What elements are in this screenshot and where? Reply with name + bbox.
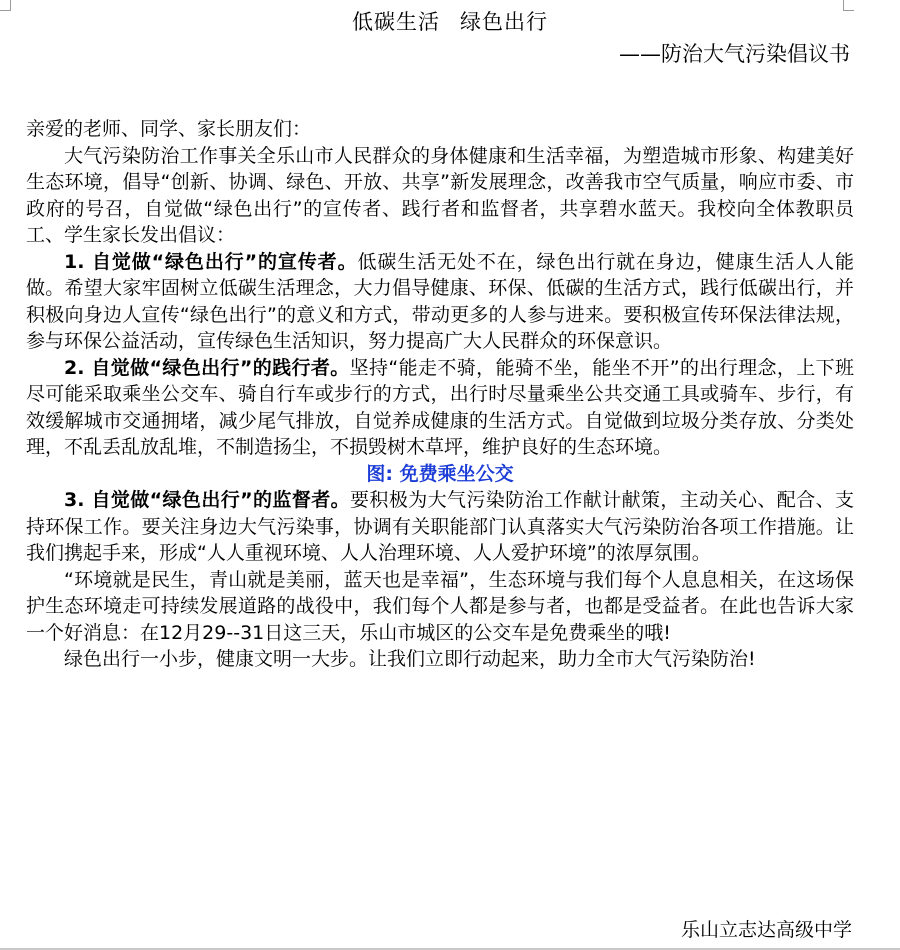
- title-part-right: 绿色出行: [460, 10, 548, 34]
- proposal-heading-1: 1. 自觉做“绿色出行”的宣传者。: [64, 250, 358, 273]
- proposal-text-1: 低碳生活无处不在，绿色出行就在身边，健康生活人人能做。希望大家牢固树立低碳生活理念，大力倡导健康、环保、低碳的生活方式，践行低碳出行，并积极向身边人宣传“绿色出行”的意义和方式，带动更多的人参与进来。要积极宣传环保法律法规，参与环保公益活动，宣传绿色生活知识，努力提高广大人民群众的环保意识。: [26, 250, 854, 352]
- proposal-text-3: 要积极为大气污染防治工作献计献策，主动关心、配合、支持环保工作。要关注身边大气污染事，协调有关职能部门认真落实大气污染防治各项工作措施。让我们携起手来，形成“人人重视环境、人人治理环境、人人爱护环境”的浓厚氛围。: [26, 489, 854, 564]
- document-body: [26, 116, 854, 673]
- proposal-text-2: 坚持“能走不骑，能骑不坐，能坐不开”的出行理念，上下班尽可能采取乘坐公交车、骑自行车或步行的方式，出行时尽量乘坐公共交通工具或骑车、步行，有效缓解城市交通拥堵，减少尾气排放，自觉养成健康的生活方式。自觉做到垃圾分类存放、分类处理，不乱丢乱放乱堆，不制造扬尘，不损毁树木草坪，维护良好的生态环境。: [26, 356, 854, 458]
- figure-caption: 图: 免费乘坐公交: [366, 462, 514, 485]
- proposal-item-2: [26, 355, 854, 461]
- signature: 乐山立志达高级中学: [680, 919, 852, 941]
- closing-paragraph-1: “环境就是民生，青山就是美丽，蓝天也是幸福”，生态环境与我们每个人息息相关，在这场保护生态环境走可持续发展道路的战役中，我们每个人都是参与者，也都是受益者。在此也告诉大家一个好消息：在12月29--31日这三天，乐山市城区的公交车是免费乘坐的哦!: [26, 568, 854, 644]
- proposal-item-1: [26, 249, 854, 355]
- closing-paragraph-2: 绿色出行一小步，健康文明一大步。让我们立即行动起来，助力全市大气污染防治!: [64, 648, 756, 670]
- document-subtitle: ——防治大气污染倡议书: [619, 42, 850, 66]
- title-part-left: 低碳生活: [352, 10, 440, 34]
- proposal-item-3: [26, 487, 854, 567]
- intro-paragraph: 大气污染防治工作事关全乐山市人民群众的身体健康和生活幸福，为塑造城市形象、构建美好生态环境，倡导“创新、协调、绿色、开放、共享”新发展理念，改善我市空气质量，响应市委、市政府的号召，自觉做“绿色出行”的宣传者、践行者和监督者，共享碧水蓝天。我校向全体教职员工、学生家长发出倡议：: [26, 144, 854, 246]
- greeting: 亲爱的老师、同学、家长朋友们：: [26, 118, 312, 140]
- document-title: [0, 8, 900, 36]
- proposal-heading-2: 2. 自觉做“绿色出行”的践行者。: [64, 356, 350, 379]
- proposal-heading-3: 3. 自觉做“绿色出行”的监督者。: [64, 489, 351, 511]
